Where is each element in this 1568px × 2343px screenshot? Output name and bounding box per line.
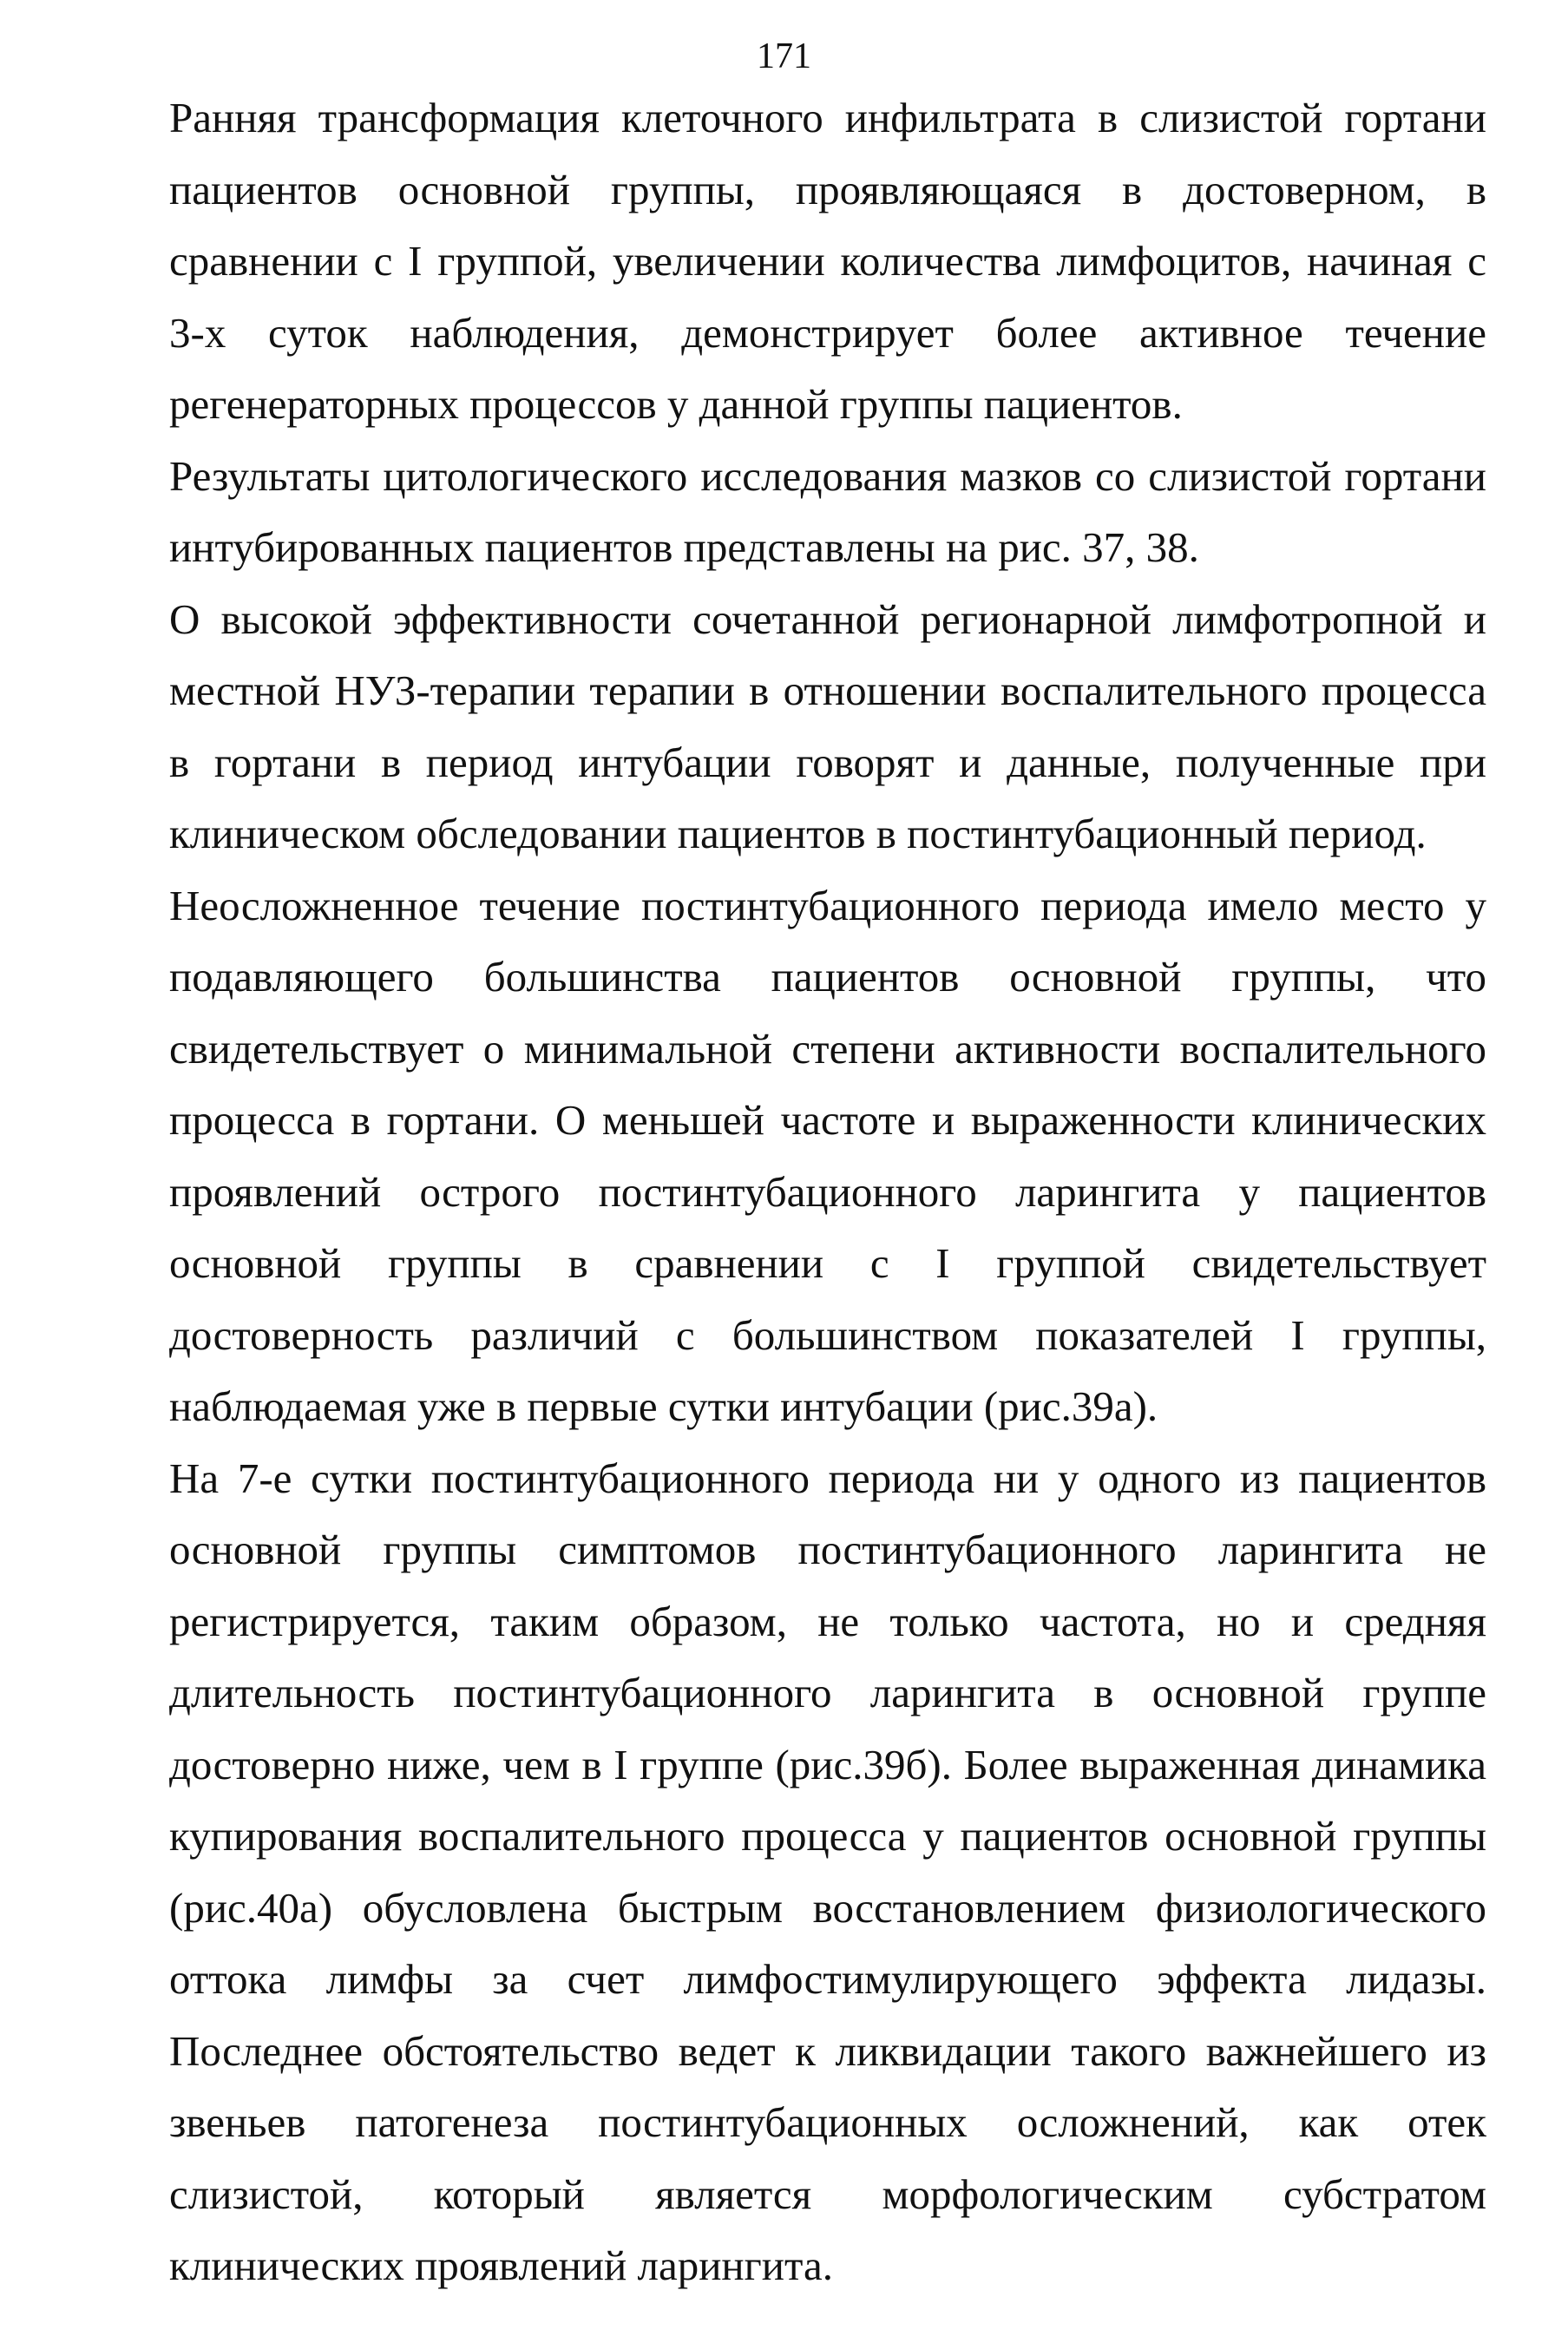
paragraph-3: О высокой эффективности сочетанной регионарной лимфотропной и местной НУЗ-терапии терапии в отношении воспалительного процесса в гортани в период интубации говорят и данные, полученные при клиническом обследовании пациентов в постинтубационный период. xyxy=(169,594,1486,857)
paragraph-5: На 7-е сутки постинтубационного периода ни у одного из пациентов основной группы симптомов постинтубационного ларингита не регистрируется, таким образом, не только частота, но и средняя длительность постинтубационного ларингита в основной группе достоверно ниже, чем в I группе (рис.39б). Более выраженная динамика купирования воспалительного процесса у пациентов основной группы (рис.40а) обусловлена быстрым восстановлением физиологического оттока лимфы за счет лимфостимулирующего эффекта лидазы. Последнее обстоятельство ведет к ликвидации такого важнейшего из звеньев патогенеза постинтубационных осложнений, как отек слизистой, который является морфологическим субстратом клинических проявлений ларингита. xyxy=(169,1454,1486,2289)
paragraph-2: Результаты цитологического исследования мазков со слизистой гортани интубированных пациентов представлены на рис. 37, 38. xyxy=(169,451,1486,571)
body-text xyxy=(169,82,1486,2302)
paragraph-4: Неосложненное течение постинтубационного периода имело место у подавляющего большинства пациентов основной группы, что свидетельствует о минимальной степени активности воспалительного процесса в гортани. О меньшей частоте и выраженности клинических проявлений острого постинтубационного ларингита у пациентов основной группы в сравнении с I группой свидетельствует достоверность различий с большинством показателей I группы, наблюдаемая уже в первые сутки интубации (рис.39а). xyxy=(169,881,1486,1430)
paragraph-1: Ранняя трансформация клеточного инфильтрата в слизистой гортани пациентов основной группы, проявляющаяся в достоверном, в сравнении с I группой, увеличении количества лимфоцитов, начиная с 3-х суток наблюдения, демонстрирует более активное течение регенераторных процессов у данной группы пациентов. xyxy=(169,94,1486,428)
page-number: 171 xyxy=(757,36,811,76)
